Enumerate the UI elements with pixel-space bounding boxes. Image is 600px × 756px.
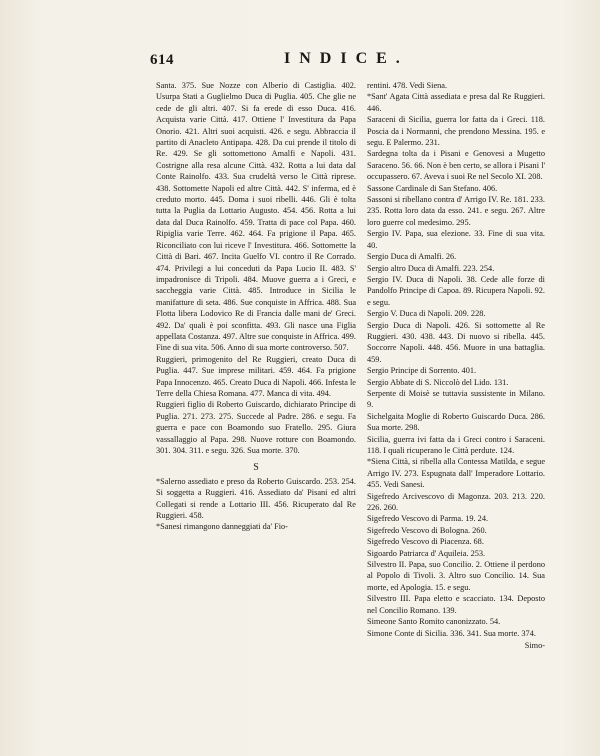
index-entry: Sicilia, guerra ivi fatta da i Greci contro i Saraceni. 118. I quali ricuperano le Città perdute. 124.	[367, 434, 545, 455]
index-entry: Sergio Duca di Napoli. 426. Si sottomette al Re Ruggieri. 430. 438. 443. Di nuovo si ribella. 445. Soccorre Napoli. 448. 456. Muore in una battaglia. 459.	[367, 320, 545, 364]
page-number: 614	[150, 52, 174, 68]
index-entry: Silvestro II. Papa, suo Concilio. 2. Ottiene il perdono al Popolo di Tivoli. 3. Altro suo Concilio. 14. Sua morte, ed Apologia. 15. e segu.	[367, 560, 545, 592]
index-entry: Ruggieri figlio di Roberto Guiscardo, dichiarato Principe di Puglia. 271. 273. 275. Succede al Padre. 286. e segu. Fa guerra e pace con Boamondo suo Fratello. 295. Giura vassallaggio al Papa. 298. Nuove rotture con Boamondo. 301. 304. 311. e segu. 326. Sua morte. 370.	[156, 400, 356, 455]
index-entry: Ruggieri, primogenito del Re Ruggieri, creato Duca di Puglia. 447. Sue imprese militari. 459. 464. Fa prigione Papa Innocenzo. 465. Creato Duca di Napoli. 466. Infesta le Terre della Chiesa Romana. 477. Manca di vita. 494.	[156, 354, 356, 398]
index-entry: Serpente di Moisè se tuttavia sussistente in Milano. 9.	[367, 388, 545, 410]
index-entry: Sigefredo Arcivescovo di Magonza. 203. 213. 220. 226. 260.	[367, 491, 545, 513]
index-entry: Sardegna tolta da i Pisani e Genovesi a Mugetto Saraceno. 56. 66. Non è ben certo, se allora i Pisani l' occupassero. 67. Aveva i suoi Re nel Secolo XI. 208.	[367, 149, 545, 182]
index-entry: Sigoardo Patriarca d' Aquileia. 253.	[367, 548, 486, 558]
index-entry: Sassone Cardinale di San Stefano. 406.	[367, 183, 498, 193]
left-column	[156, 80, 356, 533]
index-entry: *Sant' Agata Città assediata e presa dal Re Ruggieri. 446.	[367, 92, 545, 113]
index-entry: Sigefredo Vescovo di Piacenza. 68.	[367, 537, 484, 547]
index-entry: Sigefredo Vescovo di Bologna. 260.	[367, 525, 487, 535]
index-entry: *Salerno assediato e preso da Roberto Guiscardo. 253. 254. Si soggetta a Ruggieri. 416. Assediato da' Pisani ed altri Collegati si rende a Lottario III. 456. Ricuperato dal Re Ruggieri. 458.	[156, 476, 356, 521]
index-entry: Sassoni si ribellano contra d' Arrigo IV. Re. 181. 233. 235. Rotta loro data da esso. 241. e segu. 267. Altre loro guerre col medesimo. 295.	[367, 195, 545, 227]
index-entry: Sergio altro Duca di Amalfi. 223. 254.	[367, 263, 495, 273]
index-entry: *Siena Città, si ribella alla Contessa Matilda, e segue Arrigo IV. 273. Espugnata dall' Imperadore Lottario. 455. Vedi Sanesi.	[367, 457, 545, 490]
index-entry: rentini. 478. Vedi Siena.	[367, 81, 448, 90]
index-entry: Sergio IV. Duca di Napoli. 38. Cede alle forze di Pandolfo Principe di Capoa. 89. Ricupera Napoli. 92. e segu.	[367, 274, 545, 307]
index-entry: Sergio Duca di Amalfi. 26.	[367, 252, 457, 262]
running-title: INDICE.	[284, 50, 409, 67]
index-entry: Simone Conte di Sicilia. 336. 341. Sua morte. 374.	[367, 628, 536, 638]
index-entry: Sergio V. Duca di Napoli. 209. 228.	[367, 309, 486, 319]
catchword: Simo-	[524, 640, 545, 650]
index-entry: Sergio Abbate di S. Niccolò del Lido. 131.	[367, 377, 509, 387]
index-entry: Silvestro III. Papa eletto e scacciato. 134. Deposto nel Concilio Romano. 139.	[367, 594, 545, 615]
index-entry: Sichelgaita Moglie di Roberto Guiscardo Duca. 286. Sua morte. 298.	[367, 411, 545, 433]
index-entry: Santa. 375. Sue Nozze con Alberio di Castiglia. 402. Usurpa Stati a Guglielmo Duca di Puglia. 405. Che glie ne cede de gli altri. 407. Si fa erede di esso Duca. 416. Acquista varie Città. 417. Ottiene l' Investitura da Papa Onorio. 421. Altri suoi acquisti. 426. e segu. Abbraccia il partito di Anacleto Antipapa. 428. Da cui prende il titolo di Re. 429. Se gli sottomettono Amalfi e Napoli. 431. Costrigne alla resa alcune Città. 432. Rotta a lui data dal Conte Rainolfo. 433. Sua crudeltà verso le Città riprese. 438. Sottomette Napoli ed altre Città. 442. S' inferma, ed è creduto morto. 445. Doma i suoi ribelli. 446. Gli è tolta tutta la Puglia da Lottario Augusto. 454. 456. Rotta a lui data dal Duca Rainolfo. 459. Tratta di pace col Papa. 460. Ripiglia varie Terre. 462. 464. Fa prigione il Papa. 465. Riconciliato con lui riceve l' Investitura. 466. Sottomette la Città di Bari. 467. Incita Guelfo VI. contro il Re Corrado. 474. Privilegi a lui conceduti da Papa Lucio II. 483. S' impadronisce di Tripoli. 484. Muove guerra a i Greci, e saccheggia varie Città. 485. Introduce in Sicilia le manifatture di seta. 486. Sue conquiste in Affrica. 488. Sua Flotta libera Lodovico Re di Francia dalle mani de' Greci. 492. Da' quali è poi sconfitta. 493. Gli nasce una Figlia appellata Costanza. 497. Altre sue conquiste in Affrica. 499. Fine di sua vita. 506. Anno di sua morte controverso. 507.	[156, 81, 356, 353]
index-entry: Sigefredo Vescovo di Parma. 19. 24.	[367, 514, 489, 524]
index-entry: Sergio IV. Papa, sua elezione. 33. Fine di sua vita. 40.	[367, 229, 545, 250]
index-entry: Saraceni di Sicilia, guerra lor fatta da i Greci. 118. Poscia da i Normanni, che prendono Messina. 195. e segu. E Palermo. 231.	[367, 115, 545, 148]
index-entry: Sergio Principe di Sorrento. 401.	[367, 366, 477, 376]
right-column	[367, 80, 545, 651]
index-entry: *Sanesi rimangono danneggiati da' Fio-	[156, 522, 288, 532]
section-letter: S	[253, 462, 259, 474]
index-entry: Simeone Santo Romito canonizzato. 54.	[367, 617, 501, 627]
